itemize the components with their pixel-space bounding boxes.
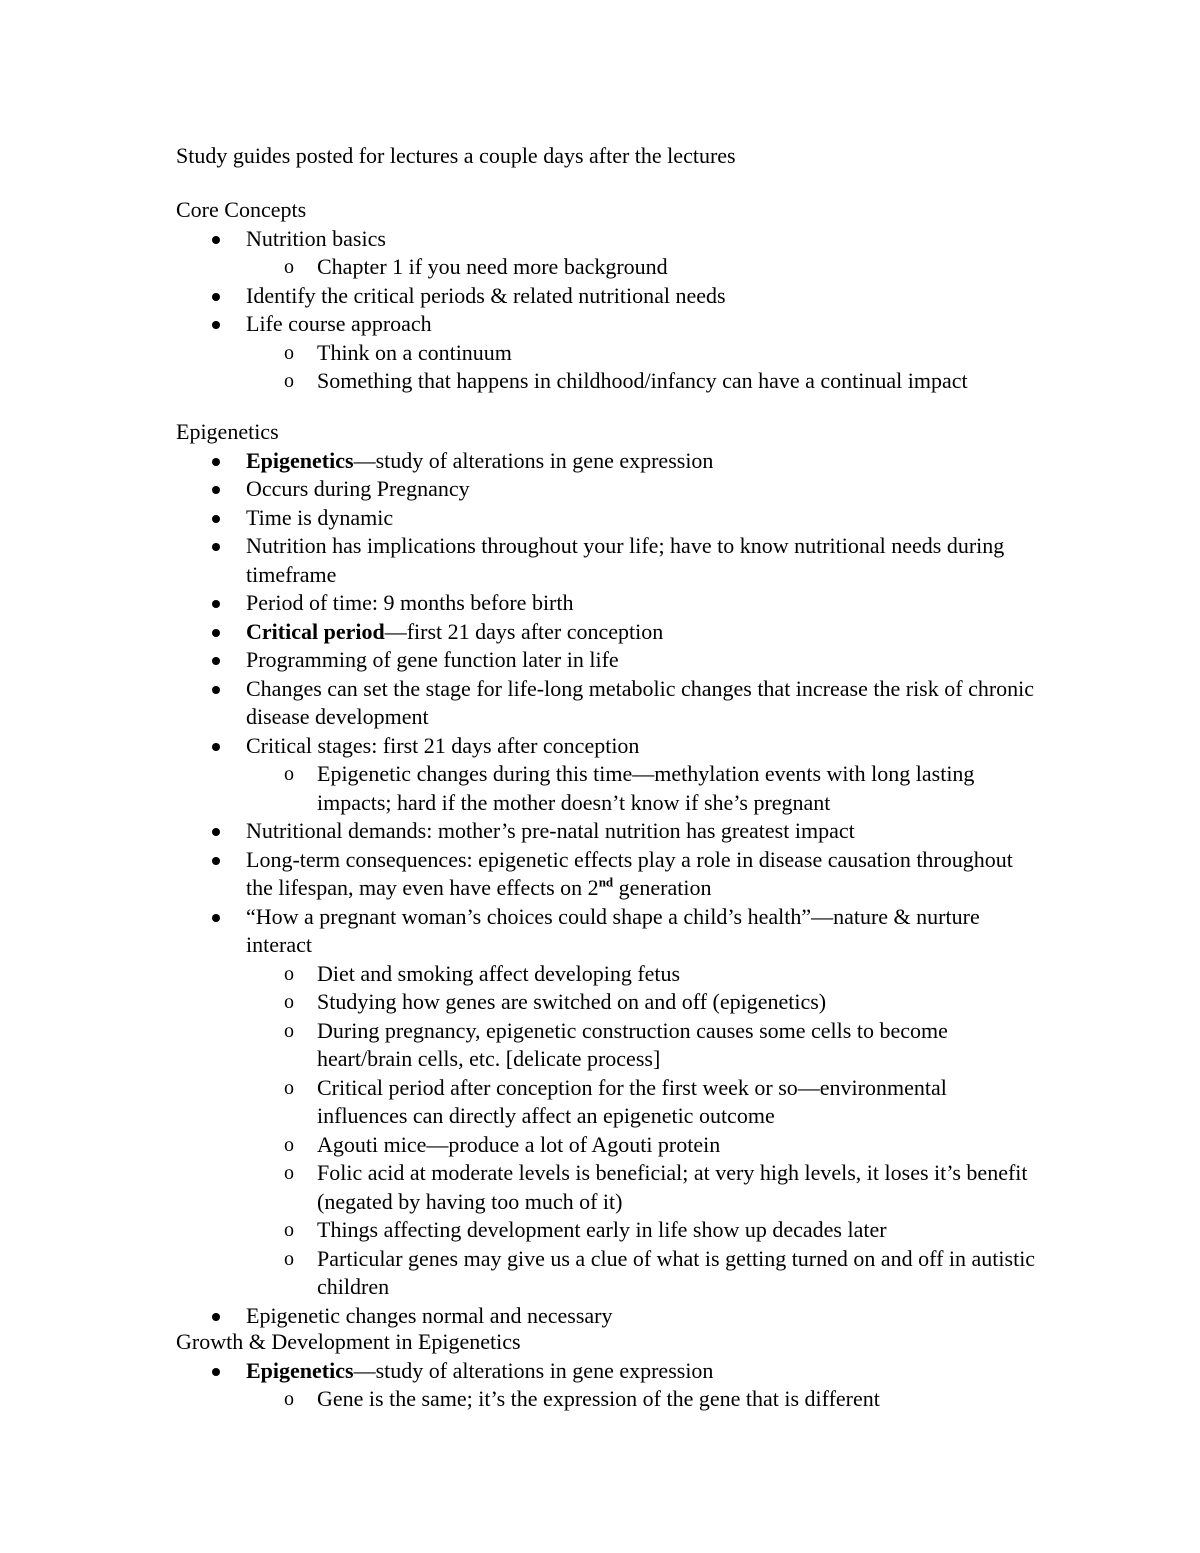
bullet-item <box>176 532 1036 589</box>
sub-bullet-text: Critical period after conception for the first week or so—environmental influences can directly affect an epigenetic outcome <box>317 1074 947 1128</box>
bullet-list <box>176 1357 1036 1414</box>
bullet-item <box>176 447 1036 476</box>
bullet-text: Changes can set the stage for life-long metabolic changes that increase the risk of chronic disease development <box>246 675 1035 729</box>
circle-bullet-icon: o <box>284 1388 294 1410</box>
bullet-text: Life course approach <box>246 311 432 336</box>
circle-bullet-icon: o <box>284 1076 294 1099</box>
sub-bullet-item <box>176 1385 1036 1414</box>
sub-bullet-item <box>176 367 1036 396</box>
bullet-dot-icon <box>212 1313 220 1321</box>
bullet-dot-icon <box>212 629 220 637</box>
sub-bullet-list <box>246 339 1036 396</box>
circle-bullet-icon: o <box>284 1247 294 1270</box>
bold-term: Critical period <box>246 618 385 644</box>
bullet-text: Occurs during Pregnancy <box>246 476 470 501</box>
bullet-dot-icon <box>212 600 220 608</box>
sub-bullet-item <box>176 1159 1036 1216</box>
sub-bullet-text: Something that happens in childhood/infancy can have a continual impact <box>317 368 968 393</box>
bullet-text: Critical stages: first 21 days after conception <box>246 732 640 758</box>
sub-bullet-item <box>176 1245 1036 1302</box>
bullet-item <box>176 504 1036 533</box>
circle-bullet-icon: o <box>284 256 294 278</box>
bullet-dot-icon <box>212 543 220 551</box>
bullet-dot-icon <box>212 657 220 665</box>
intro-line: Study guides posted for lectures a couple days after the lectures <box>176 143 736 168</box>
bullet-dot-icon <box>212 686 220 694</box>
bullet-list <box>176 447 1036 1331</box>
bullet-dot-icon <box>212 236 220 244</box>
bullet-item <box>176 903 1036 1302</box>
sub-bullet-list <box>246 760 1036 817</box>
bullet-item <box>176 732 1036 818</box>
superscript: nd <box>598 874 614 890</box>
sub-bullet-list <box>246 960 1036 1302</box>
bullet-item <box>176 817 1036 846</box>
bullet-dot-icon <box>212 458 220 466</box>
sub-bullet-text: During pregnancy, epigenetic construction causes some cells to become heart/brain cells, etc. [delicate process] <box>317 1017 948 1071</box>
bold-term: Epigenetics <box>246 1357 354 1383</box>
section-core-concepts <box>176 196 1036 396</box>
circle-bullet-icon: o <box>284 1133 294 1156</box>
bullet-text: “How a pregnant woman’s choices could shape a child’s health”—nature & nurture interact <box>246 903 980 957</box>
sub-bullet-item <box>176 1131 1036 1160</box>
sub-bullet-text: Agouti mice—produce a lot of Agouti protein <box>317 1131 721 1157</box>
circle-bullet-icon: o <box>284 962 294 985</box>
sub-bullet-list <box>246 1385 1036 1414</box>
bold-term: Epigenetics <box>246 447 354 473</box>
bullet-item <box>176 846 1036 903</box>
section-epigenetics <box>176 418 1036 1330</box>
sub-bullet-text: Studying how genes are switched on and off (epigenetics) <box>317 989 827 1014</box>
sub-bullet-text: Gene is the same; it’s the expression of the gene that is different <box>317 1386 880 1411</box>
bullet-item <box>176 646 1036 675</box>
sub-bullet-list <box>246 253 1036 282</box>
bullet-text: —first 21 days after conception <box>384 618 664 644</box>
bullet-item <box>176 475 1036 504</box>
sub-bullet-item <box>176 960 1036 989</box>
bullet-text: Long-term consequences: epigenetic effects play a role in disease causation throughout the lifespan, may even have effects on 2 <box>246 846 1013 900</box>
sub-bullet-item <box>176 1074 1036 1131</box>
sub-bullet-text: Things affecting development early in life show up decades later <box>317 1217 887 1242</box>
circle-bullet-icon: o <box>284 341 294 364</box>
sub-bullet-text: Particular genes may give us a clue of what is getting turned on and off in autistic children <box>317 1245 1036 1299</box>
bullet-list <box>176 225 1036 396</box>
bullet-text: Nutrition has implications throughout your life; have to know nutritional needs during timeframe <box>246 533 1005 587</box>
section-heading: Growth & Development in Epigenetics <box>176 1329 521 1354</box>
bullet-item <box>176 1302 1036 1331</box>
bullet-item <box>176 589 1036 618</box>
sub-bullet-text: Diet and smoking affect developing fetus <box>317 960 681 986</box>
bullet-text: Nutritional demands: mother’s pre-natal nutrition has greatest impact <box>246 818 855 843</box>
bullet-item <box>176 1357 1036 1414</box>
circle-bullet-icon: o <box>284 763 294 785</box>
bullet-dot-icon <box>212 515 220 523</box>
bullet-text: Time is dynamic <box>246 504 394 530</box>
sub-bullet-text: Epigenetic changes during this time—methylation events with long lasting impacts; hard if the mother doesn’t know if she’s pregnant <box>317 761 975 815</box>
bullet-text: —study of alterations in gene expression <box>353 1357 714 1383</box>
bullet-dot-icon <box>212 486 220 494</box>
bullet-item <box>176 310 1036 396</box>
section-growth-development <box>176 1328 1036 1414</box>
bullet-dot-icon <box>212 743 220 751</box>
bullet-item <box>176 282 1036 311</box>
bullet-text: Programming of gene function later in life <box>246 647 619 672</box>
sub-bullet-item <box>176 1216 1036 1245</box>
sub-bullet-item <box>176 760 1036 817</box>
sub-bullet-item <box>176 1017 1036 1074</box>
bullet-text: Period of time: 9 months before birth <box>246 590 574 615</box>
section-heading: Epigenetics <box>176 419 279 444</box>
bullet-dot-icon <box>212 828 220 836</box>
sub-bullet-item <box>176 988 1036 1017</box>
bullet-item <box>176 618 1036 647</box>
bullet-text-after: generation <box>613 875 712 900</box>
bullet-text: —study of alterations in gene expression <box>353 447 714 473</box>
bullet-text: Epigenetic changes normal and necessary <box>246 1302 613 1328</box>
circle-bullet-icon: o <box>284 1162 294 1184</box>
bullet-dot-icon <box>212 321 220 329</box>
circle-bullet-icon: o <box>284 1019 294 1042</box>
bullet-dot-icon <box>212 1368 220 1376</box>
sub-bullet-item <box>176 339 1036 368</box>
circle-bullet-icon: o <box>284 1219 294 1241</box>
sub-bullet-text: Folic acid at moderate levels is beneficial; at very high levels, it loses it’s benefit (negated by having too much of it) <box>317 1160 1028 1214</box>
bullet-dot-icon <box>212 914 220 922</box>
bullet-dot-icon <box>212 857 220 865</box>
bullet-text: Nutrition basics <box>246 225 386 251</box>
circle-bullet-icon: o <box>284 370 294 392</box>
bullet-dot-icon <box>212 293 220 301</box>
bullet-item <box>176 675 1036 732</box>
circle-bullet-icon: o <box>284 991 294 1013</box>
sub-bullet-text: Think on a continuum <box>317 339 512 365</box>
sub-bullet-text: Chapter 1 if you need more background <box>317 254 668 279</box>
sub-bullet-item <box>176 253 1036 282</box>
section-heading: Core Concepts <box>176 197 307 222</box>
bullet-item <box>176 225 1036 282</box>
bullet-text: Identify the critical periods & related nutritional needs <box>246 282 726 308</box>
